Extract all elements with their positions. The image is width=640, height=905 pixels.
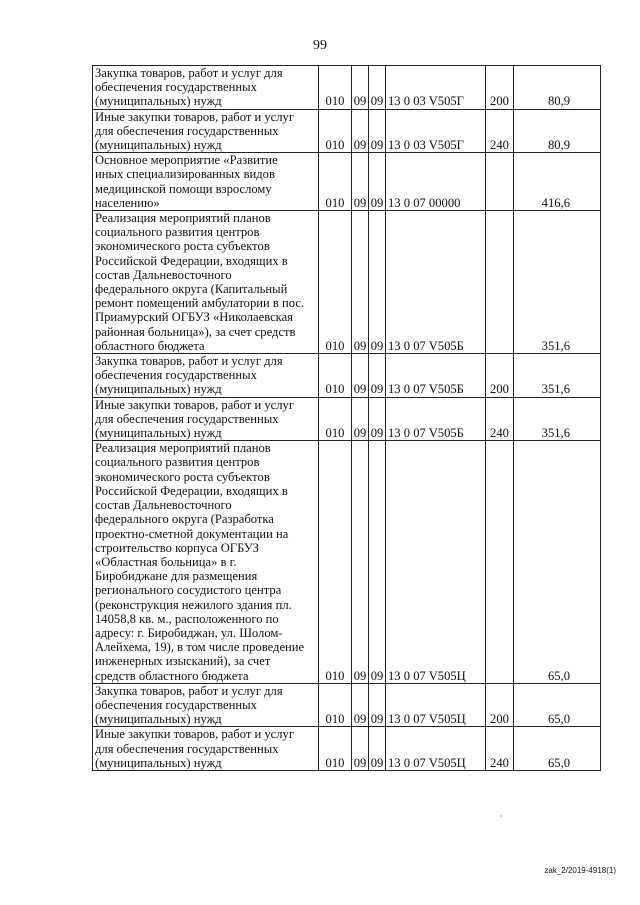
section-code: 09 (352, 683, 369, 727)
item-name-line: Иные закупки товаров, работ и услуг (95, 727, 295, 742)
admin-code: 010 (319, 153, 352, 211)
item-name-line: обеспечения государственных (95, 697, 257, 712)
amount: 416,6 (514, 153, 601, 211)
section-code: 09 (352, 153, 369, 211)
item-name-line: федерального округа (Разработка (95, 512, 274, 527)
subsection-code: 09 (369, 153, 386, 211)
table-row (93, 683, 601, 727)
item-name-line: социального развития центров (95, 225, 260, 240)
item-name-line: медицинской помощи взрослому (95, 181, 272, 196)
amount: 351,6 (514, 397, 601, 441)
item-name-line: 14058,8 кв. м., расположенного по (95, 611, 279, 626)
item-name-line: иных специализированных видов (95, 167, 275, 182)
expense-type-code (486, 153, 514, 211)
item-name-line: для обеспечения государственных (95, 123, 279, 138)
item-name-line: строительство корпуса ОГБУЗ (95, 540, 259, 555)
item-name (93, 153, 319, 211)
item-name (93, 727, 319, 771)
admin-code: 010 (319, 211, 352, 354)
admin-code: 010 (319, 354, 352, 398)
target-article-code: 13 0 07 V505Ц (386, 683, 486, 727)
item-name-line: обеспечения государственных (95, 368, 257, 383)
amount: 65,0 (514, 683, 601, 727)
section-code: 09 (352, 397, 369, 441)
item-name-line: проектно-сметной документации на (95, 526, 289, 541)
table-row (93, 441, 601, 683)
table-row (93, 397, 601, 441)
subsection-code: 09 (369, 727, 386, 771)
item-name-line: обеспечения государственных (95, 80, 257, 95)
item-name-line: для обеспечения государственных (95, 411, 279, 426)
item-name (93, 683, 319, 727)
table-row (93, 211, 601, 354)
item-name-line: экономического роста субъектов (95, 239, 270, 254)
section-code: 09 (352, 354, 369, 398)
footer-code: zak_2/2019-4918(1) (544, 866, 616, 875)
item-name (93, 441, 319, 683)
amount: 351,6 (514, 354, 601, 398)
item-name-line: Алейхема, 19), в том числе проведение (95, 640, 305, 655)
stray-mark: · (500, 812, 503, 821)
amount: 65,0 (514, 441, 601, 683)
item-name-line: Российской Федерации, входящих в (95, 253, 288, 268)
amount: 80,9 (514, 109, 601, 153)
amount: 80,9 (514, 66, 601, 110)
subsection-code: 09 (369, 109, 386, 153)
table-row (93, 153, 601, 211)
item-name (93, 211, 319, 354)
item-name (93, 109, 319, 153)
subsection-code: 09 (369, 397, 386, 441)
item-name-line: Иные закупки товаров, работ и услуг (95, 397, 295, 412)
item-name-line: Закупка товаров, работ и услуг для (95, 66, 283, 80)
item-name-line: (муниципальных) нужд (95, 755, 222, 770)
expense-type-code: 240 (486, 727, 514, 771)
item-name-line: Приамурский ОГБУЗ «Николаевская (95, 310, 293, 325)
item-name-line: (муниципальных) нужд (95, 712, 222, 727)
target-article-code: 13 0 07 V505Б (386, 211, 486, 354)
section-code: 09 (352, 66, 369, 110)
item-name-line: «Областная больница» в г. (95, 554, 237, 569)
subsection-code: 09 (369, 66, 386, 110)
table-row (93, 66, 601, 110)
item-name-line: Российской Федерации, входящих в (95, 483, 288, 498)
item-name-line: социального развития центров (95, 455, 260, 470)
expense-type-code (486, 441, 514, 683)
item-name-line: Реализация мероприятий планов (95, 211, 271, 226)
admin-code: 010 (319, 109, 352, 153)
item-name (93, 354, 319, 398)
subsection-code: 09 (369, 683, 386, 727)
item-name-line: инженерных изысканий), за счет (95, 654, 271, 669)
item-name-line: областного бюджета (95, 338, 205, 353)
item-name-line: средств областного бюджета (95, 668, 249, 683)
item-name-line: Закупка товаров, работ и услуг для (95, 354, 283, 369)
target-article-code: 13 0 03 V505Г (386, 66, 486, 110)
item-name-line: районная больница»), за счет средств (95, 324, 296, 339)
subsection-code: 09 (369, 354, 386, 398)
item-name-line: (реконструкция нежилого здания пл. (95, 597, 292, 612)
item-name-line: (муниципальных) нужд (95, 94, 222, 109)
item-name-line: регионального сосудистого центра (95, 583, 282, 598)
admin-code: 010 (319, 397, 352, 441)
item-name-line: для обеспечения государственных (95, 741, 279, 756)
expense-type-code (486, 211, 514, 354)
target-article-code: 13 0 07 V505Ц (386, 727, 486, 771)
item-name-line: адресу: г. Биробиджан, ул. Шолом- (95, 625, 283, 640)
expense-type-code: 200 (486, 354, 514, 398)
table-row (93, 727, 601, 771)
admin-code: 010 (319, 66, 352, 110)
target-article-code: 13 0 07 V505Ц (386, 441, 486, 683)
admin-code: 010 (319, 441, 352, 683)
item-name (93, 66, 319, 110)
admin-code: 010 (319, 727, 352, 771)
subsection-code: 09 (369, 211, 386, 354)
expense-type-code: 200 (486, 683, 514, 727)
item-name-line: экономического роста субъектов (95, 469, 270, 484)
expense-type-code: 200 (486, 66, 514, 110)
target-article-code: 13 0 07 V505Б (386, 397, 486, 441)
item-name-line: (муниципальных) нужд (95, 426, 222, 441)
amount: 351,6 (514, 211, 601, 354)
item-name (93, 397, 319, 441)
item-name-line: Биробиджане для размещения (95, 569, 258, 584)
item-name-line: ремонт помещений амбулатории в пос. (95, 296, 305, 311)
item-name-line: федерального округа (Капитальный (95, 282, 288, 297)
budget-table (92, 65, 601, 771)
item-name-line: Реализация мероприятий планов (95, 441, 271, 456)
section-code: 09 (352, 109, 369, 153)
section-code: 09 (352, 441, 369, 683)
subsection-code: 09 (369, 441, 386, 683)
item-name-line: (муниципальных) нужд (95, 138, 222, 153)
expense-type-code: 240 (486, 397, 514, 441)
target-article-code: 13 0 03 V505Г (386, 109, 486, 153)
item-name-line: состав Дальневосточного (95, 267, 232, 282)
target-article-code: 13 0 07 00000 (386, 153, 486, 211)
admin-code: 010 (319, 683, 352, 727)
section-code: 09 (352, 727, 369, 771)
table-row (93, 354, 601, 398)
item-name-line: Иные закупки товаров, работ и услуг (95, 109, 295, 124)
table-row (93, 109, 601, 153)
item-name-line: Закупка товаров, работ и услуг для (95, 683, 283, 698)
item-name-line: (муниципальных) нужд (95, 382, 222, 397)
page-number: 99 (313, 38, 327, 53)
target-article-code: 13 0 07 V505Б (386, 354, 486, 398)
amount: 65,0 (514, 727, 601, 771)
item-name-line: Основное мероприятие «Развитие (95, 153, 278, 168)
item-name-line: населению» (95, 195, 160, 210)
item-name-line: состав Дальневосточного (95, 498, 232, 513)
expense-type-code: 240 (486, 109, 514, 153)
section-code: 09 (352, 211, 369, 354)
